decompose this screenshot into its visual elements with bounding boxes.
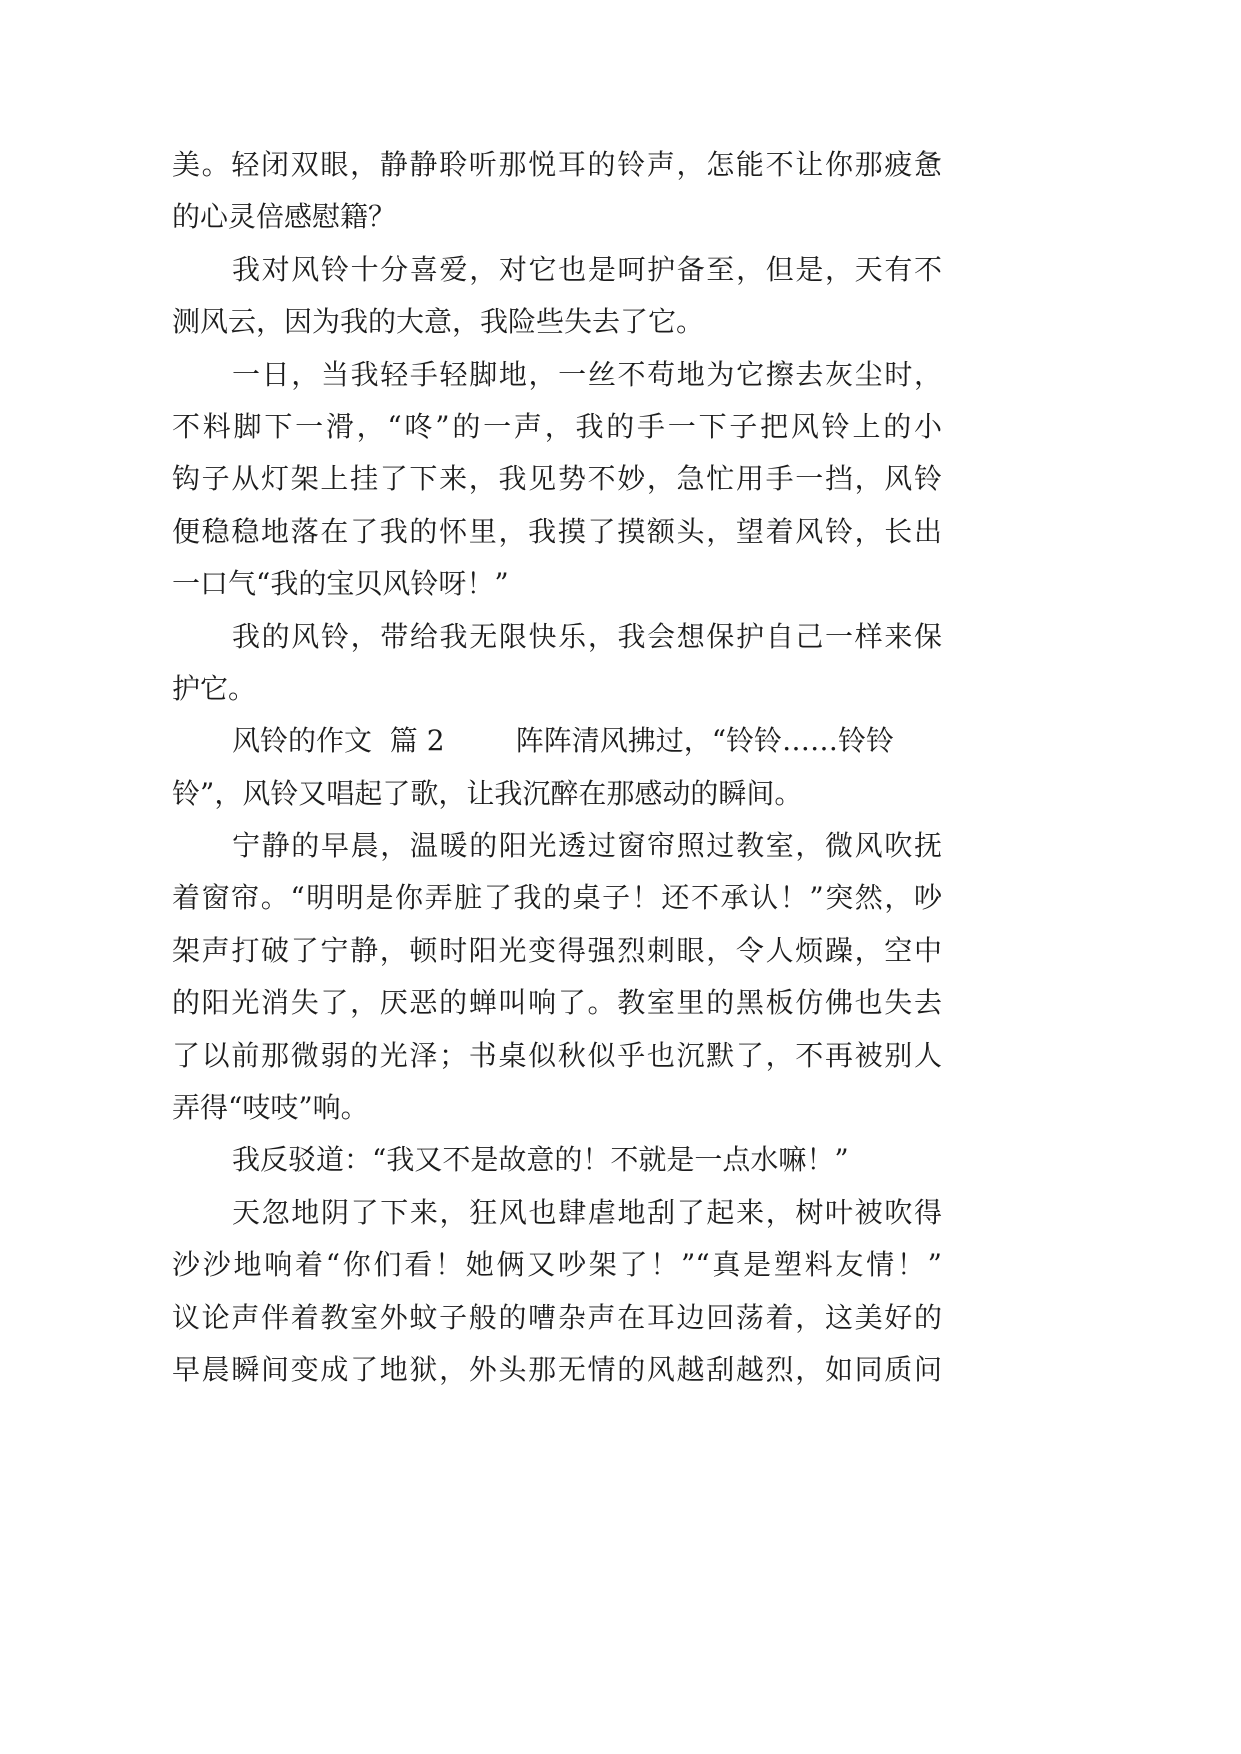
text-line: 护它。 [172, 671, 257, 705]
text-line: 天忽地阴了下来，狂风也肆虐地刮了起来，树叶被吹得 [232, 1195, 942, 1229]
text-line: 钩子从灯架上挂了下来，我见势不妙，急忙用手一挡，风铃 [172, 462, 942, 496]
text-line: 的阳光消失了，厌恶的蝉叫响了。教室里的黑板仿佛也失去 [172, 986, 942, 1020]
text-line: 一日，当我轻手轻脚地，一丝不苟地为它擦去灰尘时， [232, 357, 942, 391]
text-line: 宁静的早晨，温暖的阳光透过窗帘照过教室，微风吹抚 [232, 829, 942, 863]
text-line: 了以前那微弱的光泽；书桌似秋似乎也沉默了，不再被别人 [172, 1038, 942, 1072]
text-line: 架声打破了宁静，顿时阳光变得强烈刺眼，令人烦躁，空中 [172, 933, 942, 967]
text-line: 的心灵倍感慰籍？ [172, 200, 397, 234]
text-line: 便稳稳地落在了我的怀里，我摸了摸额头，望着风铃，长出 [172, 514, 942, 548]
text-line: 我的风铃，带给我无限快乐，我会想保护自己一样来保 [232, 619, 942, 653]
text-line: 一口气“我的宝贝风铃呀！” [172, 567, 509, 601]
text-line: 我反驳道：“我又不是故意的！不就是一点水嘛！” [232, 1143, 849, 1177]
text-line: 弄得“吱吱”响。 [172, 1091, 369, 1125]
text-line: 着窗帘。“明明是你弄脏了我的桌子！还不承认！”突然，吵 [172, 881, 942, 915]
text-line: 我对风铃十分喜爱，对它也是呵护备至，但是，天有不 [232, 252, 942, 286]
text-line: 测风云，因为我的大意，我险些失去了它。 [172, 305, 705, 339]
text-line: 沙沙地响着“你们看！她俩又吵架了！”“真是塑料友情！” [172, 1248, 942, 1282]
section-heading-line: 风铃的作文 篇 2 阵阵清风拂过，“铃铃……铃铃 [232, 724, 895, 758]
text-line: 铃”，风铃又唱起了歌，让我沉醉在那感动的瞬间。 [172, 776, 803, 810]
text-line: 不料脚下一滑，“咚”的一声，我的手一下子把风铃上的小 [172, 409, 942, 443]
text-line: 议论声伴着教室外蚊子般的嘈杂声在耳边回荡着，这美好的 [172, 1300, 942, 1334]
document-body [172, 139, 942, 1396]
text-line: 美。轻闭双眼，静静聆听那悦耳的铃声，怎能不让你那疲惫 [172, 148, 942, 181]
text-line: 早晨瞬间变成了地狱，外头那无情的风越刮越烈，如同质问 [172, 1352, 942, 1386]
